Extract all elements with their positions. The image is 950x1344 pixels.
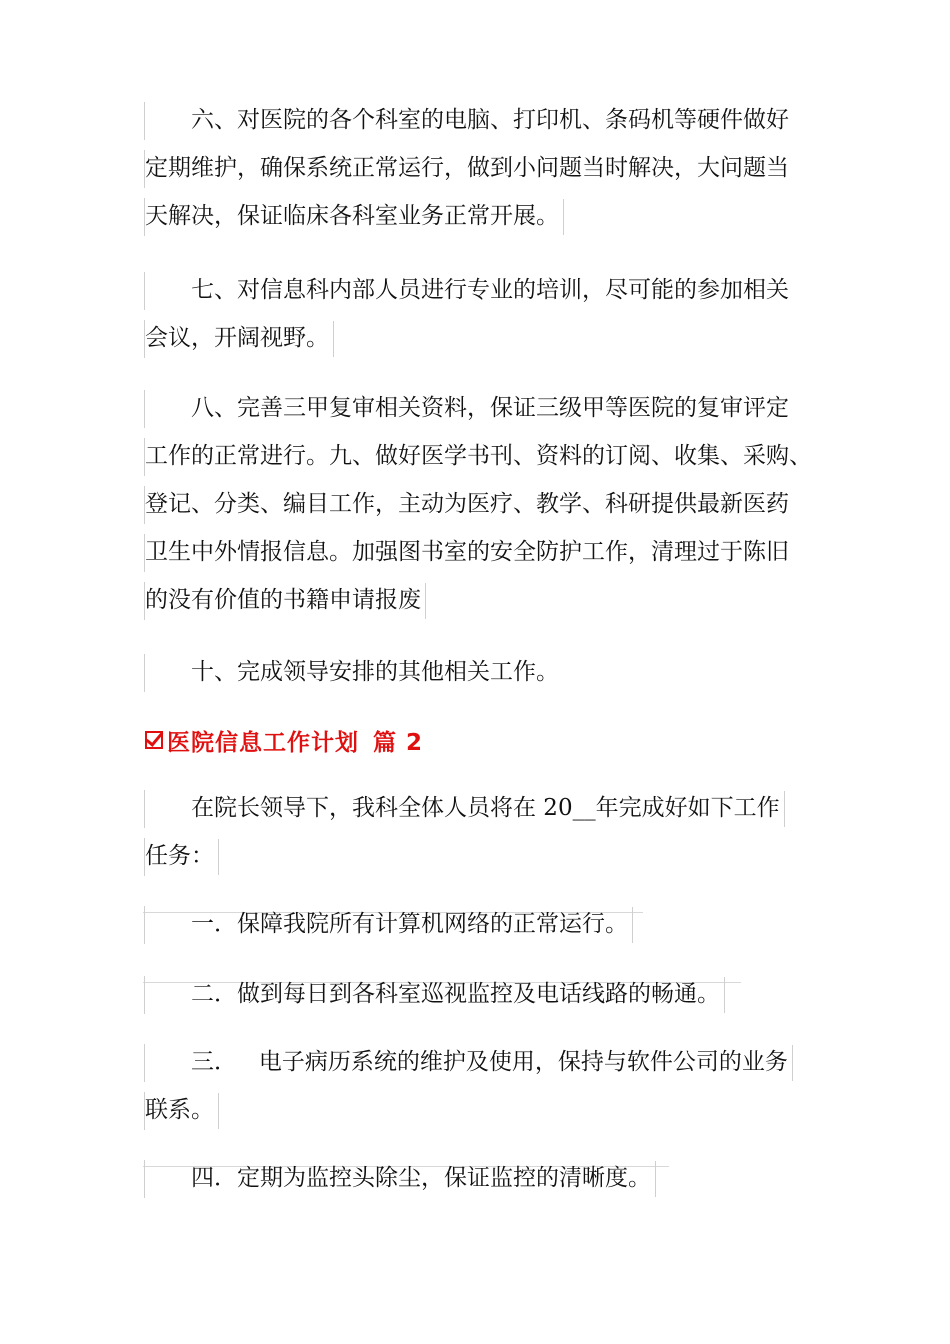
paragraph-item-8: [145, 384, 812, 624]
text-line: 工作的正常进行。九、做好医学书刊、资料的订阅、收集、采购、: [145, 432, 812, 480]
paragraph-intro: [145, 784, 785, 880]
text-line: 联系。: [145, 1086, 793, 1134]
text-line: 十、完成领导安排的其他相关工作。: [145, 648, 559, 696]
paragraph-item-7: [145, 266, 789, 362]
text-line: 在院长领导下，我科全体人员将在 20__年完成好如下工作: [145, 784, 785, 832]
text-line: 三． 电子病历系统的维护及使用，保持与软件公司的业务: [145, 1038, 793, 1086]
text-line: 定期维护，确保系统正常运行，做到小问题当时解决，大问题当: [145, 144, 789, 192]
text-line: 二．做到每日到各科室巡视监控及电话线路的畅通。: [145, 970, 725, 1018]
text-line: 四．定期为监控头除尘，保证监控的清晰度。: [145, 1154, 656, 1202]
section-heading: [145, 718, 423, 762]
paragraph-task-1: [145, 900, 633, 948]
text-line: 登记、分类、编目工作，主动为医疗、教学、科研提供最新医药: [145, 480, 812, 528]
paragraph-task-3: [145, 1038, 793, 1134]
heading-title: 医院信息工作计划: [167, 729, 359, 756]
checkbox-checked-icon: [145, 731, 163, 749]
text-line: 七、对信息科内部人员进行专业的培训，尽可能的参加相关: [145, 266, 789, 314]
heading-suffix: 篇 2: [373, 729, 424, 756]
text-line: 一．保障我院所有计算机网络的正常运行。: [145, 900, 633, 948]
text-line: 卫生中外情报信息。加强图书室的安全防护工作，清理过于陈旧: [145, 528, 812, 576]
paragraph-item-6: [145, 96, 789, 240]
text-line: 八、完善三甲复审相关资料，保证三级甲等医院的复审评定: [145, 384, 812, 432]
text-line: 任务：: [145, 832, 785, 880]
paragraph-task-2: [145, 970, 725, 1018]
text-line: 会议，开阔视野。: [145, 314, 789, 362]
text-line: 六、对医院的各个科室的电脑、打印机、条码机等硬件做好: [145, 96, 789, 144]
paragraph-item-10: [145, 648, 559, 696]
text-line: 天解决，保证临床各科室业务正常开展。: [145, 192, 789, 240]
text-line: 的没有价值的书籍申请报废: [145, 576, 812, 624]
paragraph-task-4: [145, 1154, 656, 1202]
